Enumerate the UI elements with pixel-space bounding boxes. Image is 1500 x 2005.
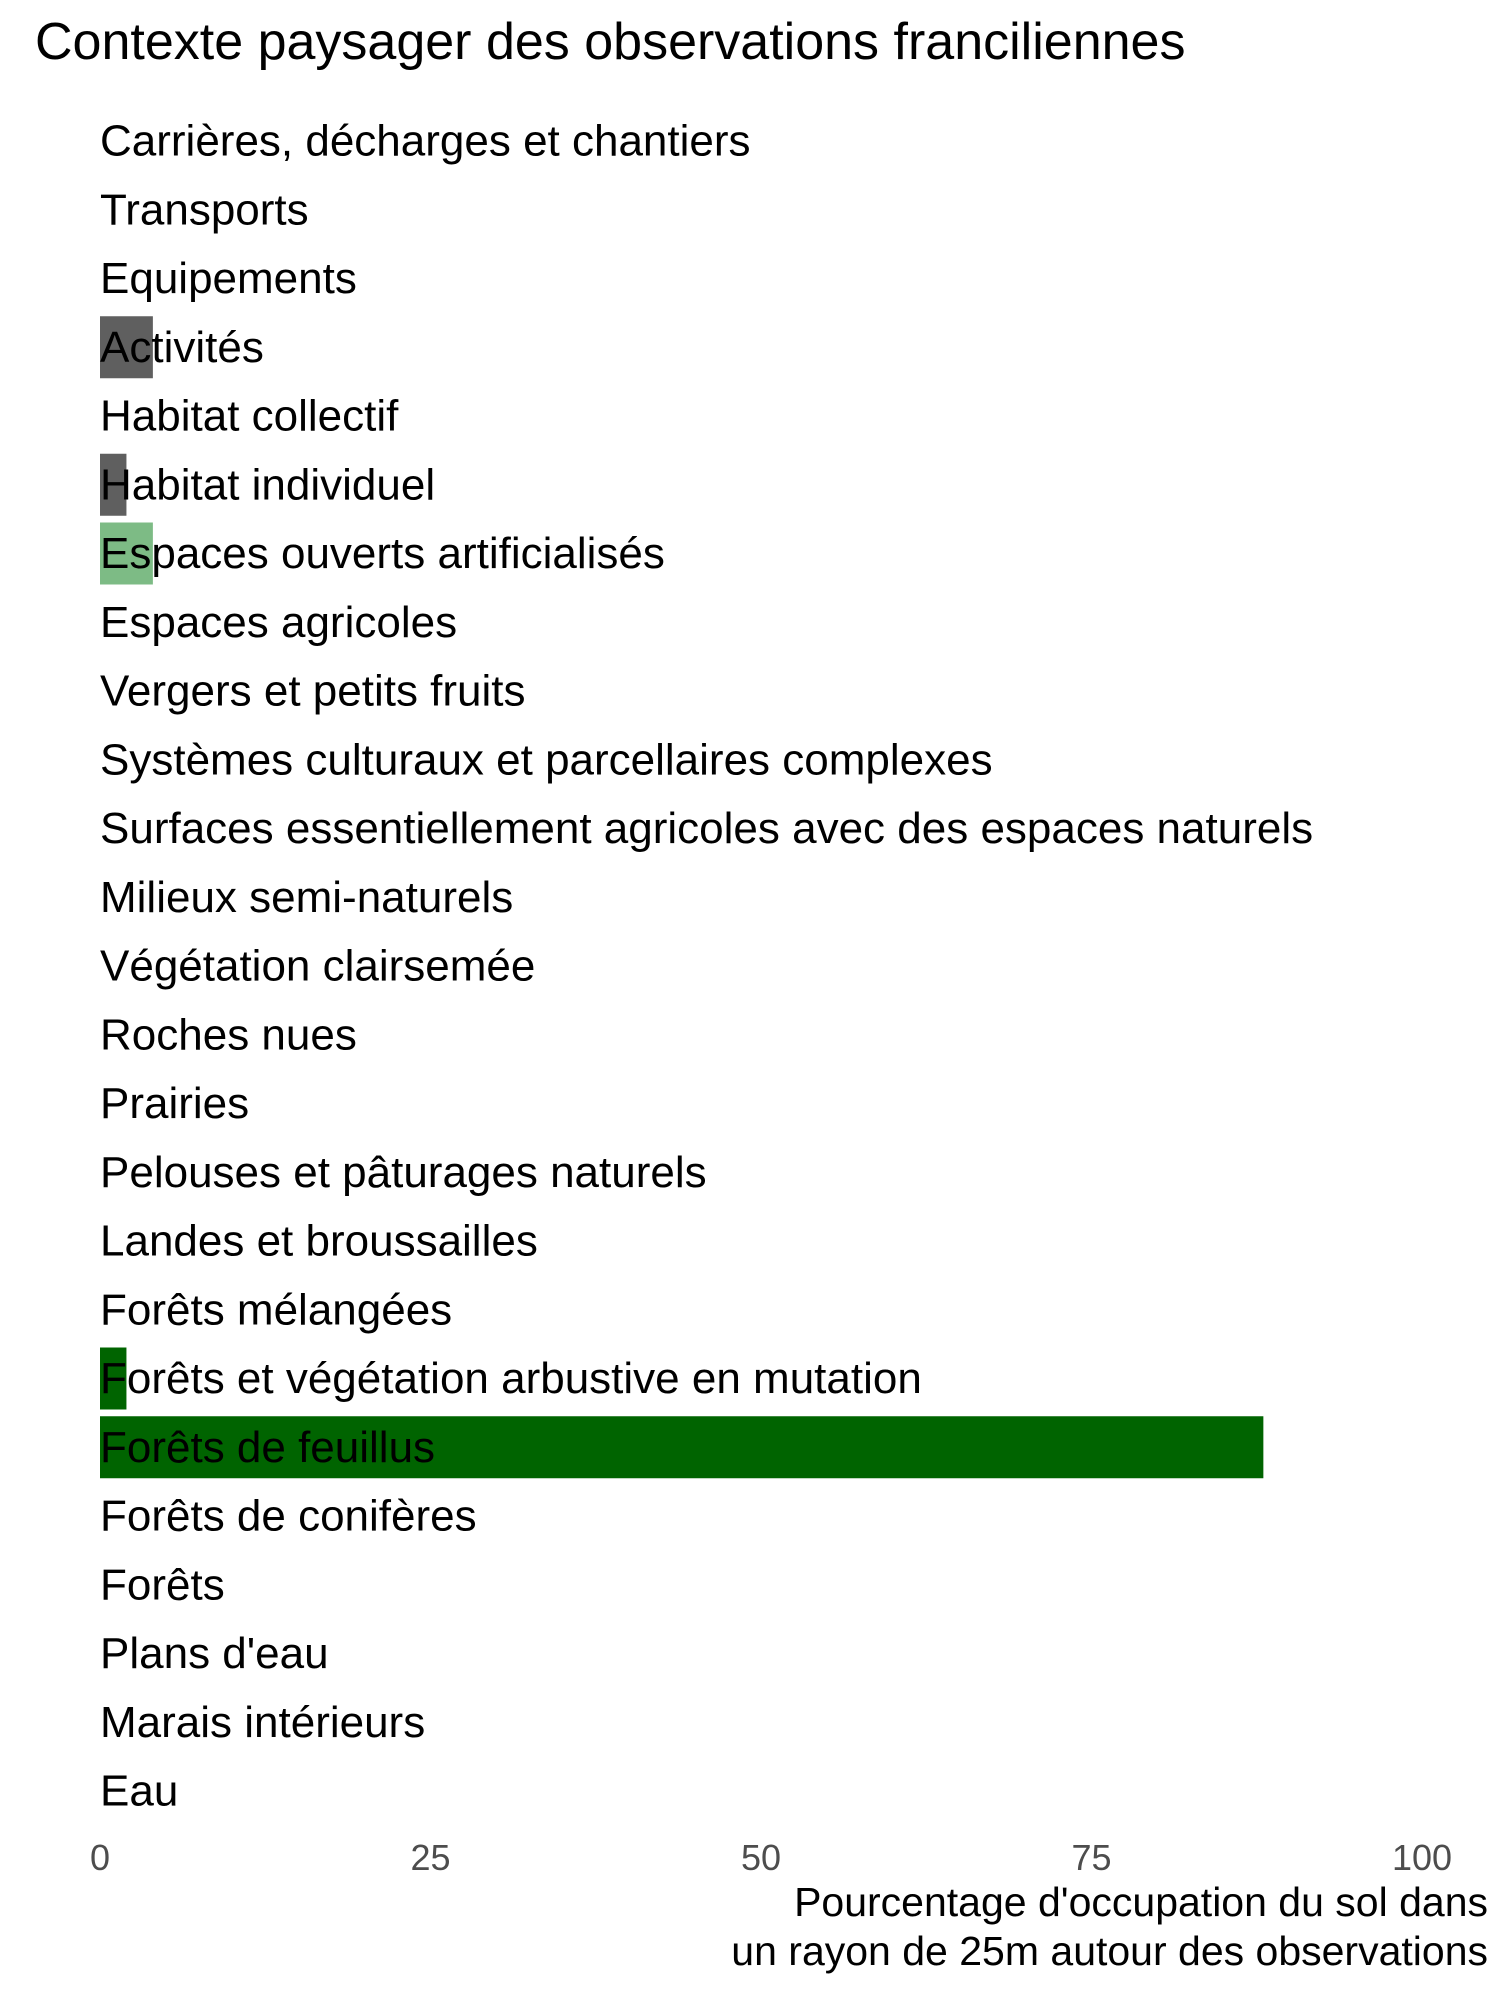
category-label: Transports [100,185,309,235]
category-label: Roches nues [100,1010,357,1060]
x-tick-label: 50 [740,1837,782,1878]
x-axis-ticks [90,1837,1452,1878]
category-label: Espaces ouverts artificialisés [100,529,665,578]
x-axis-label-line-2: un rayon de 25m autour des observations [731,1928,1488,1974]
category-label: Milieux semi-naturels [100,872,514,922]
category-label: Forêts de conifères [100,1491,477,1541]
category-label: Plans d'eau [100,1629,329,1678]
category-label: Landes et broussailles [100,1216,538,1266]
x-tick-label: 25 [410,1837,451,1878]
category-label: Habitat collectif [100,391,399,441]
category-labels [100,117,1313,1816]
category-label: Equipements [100,254,357,303]
category-label: Prairies [100,1079,250,1128]
x-axis-label-line-1: Pourcentage d'occupation du sol dans [794,1879,1488,1925]
category-label: Végétation clairsemée [100,941,536,991]
chart-title: Contexte paysager des observations franciliennes [35,13,1186,71]
category-label: Eau [100,1766,179,1816]
x-tick-label: 0 [89,1837,111,1878]
category-label: Forêts et végétation arbustive en mutation [100,1354,922,1403]
category-label: Surfaces essentiellement agricoles avec des espaces naturels [100,804,1314,853]
category-label: Forêts mélangées [100,1285,453,1335]
category-label: Espaces agricoles [100,597,458,647]
category-label: Habitat individuel [100,460,436,510]
category-label: Systèmes culturaux et parcellaires complexes [100,735,993,785]
x-tick-label: 75 [1071,1837,1112,1878]
category-label: Marais intérieurs [100,1697,426,1747]
category-label: Forêts [100,1560,225,1610]
x-tick-label: 100 [1391,1837,1453,1878]
category-label: Activités [100,322,264,372]
category-label: Vergers et petits fruits [100,666,526,716]
category-label: Carrières, décharges et chantiers [100,116,751,166]
category-label: Forêts de feuillus [100,1422,436,1472]
category-label: Pelouses et pâturages naturels [100,1147,707,1197]
